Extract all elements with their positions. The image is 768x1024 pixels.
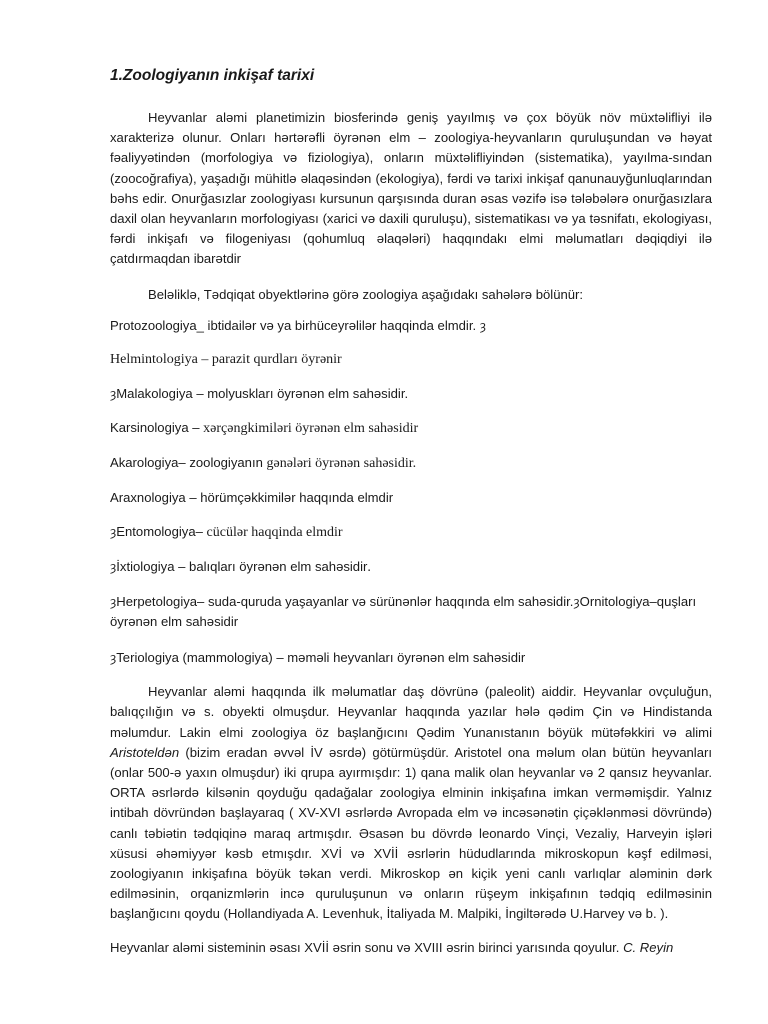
final-text: Heyvanlar aləmi sisteminin əsası XVİİ əsrin sonu və XVIII əsrin birinci yarısında qoyulur. [110,939,624,955]
glyph-mark: ȝ [110,524,117,539]
branch-text-b: cücülər haqqinda elmdir [206,524,343,540]
branch-text-a: İxtiologiya – balıqları öyrənən elm sahəsidir [116,558,368,574]
rey-name: C. Reyin [623,939,674,955]
branch-text-b: xərçəngkimiləri öyrənən elm sahəsidir [203,420,419,436]
branch-text: Malakologiya – molyuskları öyrənən elm sahəsidir. [116,385,409,401]
section-title: 1.Zoologiyanın inkişaf tarixi [110,67,315,84]
branch-text: Teriologiya (mammologiya) – məməli heyvanları öyrənən elm sahəsidir [116,650,526,666]
branch-protozoology [110,316,712,336]
branch-helminthology: Helmintologiya – parazit qurdları öyrənir [110,351,342,367]
glyph-mark: ȝ [479,318,487,333]
glyph-mark-2: ȝ [573,594,580,609]
branch-entomology [110,522,712,543]
glyph-mark: ȝ [110,559,117,574]
history-part-2: (bizim eradan əvvəl İV əsrdə) götürmüşdür. Aristotel ona məlum olan bütün heyvanları (onlar 500-ə yaxın olmuşdur) iki qrupa ayırmışdır: 1) qana malik olan heyvanlar və 2 qansız heyvanlar. ORTA əsrlərdə kilsənin qoyduğu qadağalar zoologiya elminin inkişafına imkan verməmişdir. Yalnız intibah dövründən başlayaraq ( XV-XVI əsrlərdə Avropada elm və incəsənətin çiçəklənməsi dövründə) canlı təbiətin tədqiqinə maraq artmışdır. Əsasən bu dövrdə leonardo Vinçi, Vezaliy, Harveyin işləri xüsusi əhəmiyyər kəsb etmışdır. XVİ və XVİİ əsrlərin hüdudlarında mikroskopun kəşf edilməsi, zoologiyanın inkişafına böyük təkan verdi. Mikroskop ən kiçik yeni canlı varlıqlar aləminin dərk edilməsinin, orqanizmlərin incə quruluşunun və onların rüşeym inkişafının tədqiq edilməsinin başlanğıcını qoydu (Hollandiyada A. Levenhuk, İtaliyada M. Malpiki, İngiltərədə U.Harvey və b. ). [110,744,712,922]
glyph-mark: ȝ [110,651,117,666]
history-part-1: Heyvanlar aləmi haqqında ilk məlumatlar daş dövrünə (paleolit) aiddir. Heyvanlar ovçuluğun, balıqçılığın və s. obyekti olmuşdur. Heyvanlar haqqında yazılar hələ qədim Çin və Hindistanda məlumdur. Lakin elmi zoologiya öz başlanğıcını Qədim Yunanıstanın böyük mütəfəkkiri və alimi [110,684,712,740]
branch-theriology [110,648,712,668]
branch-text-b: Ornitologiya–quşları öyrənən elm sahəsidir [110,593,697,630]
final-paragraph [110,938,712,958]
glyph-mark: ȝ [110,386,117,401]
branch-ichthyology [110,557,712,578]
branch-text-a: Entomologiya– [116,523,207,539]
branch-acarology [110,453,712,474]
division-intro: Beləliklə, Tədqiqat obyektlərinə görə zoologiya aşağıdakı sahələrə bölünür: [148,286,584,302]
history-paragraph [110,682,712,924]
branch-text-a: Karsinologiya – [110,419,204,435]
glyph-mark: ȝ [110,594,117,609]
branch-arachnology: Araxnologiya – hörümçəkkimilər haqqında elmdir [110,489,394,505]
branch-text-b: gənələri öyrənən sahəsidir. [266,455,417,471]
branch-herpetology-ornithology [110,592,712,632]
branch-malacology [110,384,712,404]
intro-paragraph: Heyvanlar aləmi planetimizin biosferində geniş yayılmış və çox böyük növ müxtəlifliyi ilə xarakterizə olunur. Onları hərtərəfli öyrənən elm – zoologiya-heyvanların quruluşundan və həyat fəaliyyətindən (morfologiya və fiziologiya), onların müxtəlifliyindən (sistematika), yayılma-sından (zoocoğrafiya), yaşadığı mühitlə əlaqəsindən (ekologiya), fərdi və tarixi inkişaf qanunauyğunluqlarından bəhs edir. Onurğasızlar zoologiyası kursunun qarşısında duran əsas vəzifə isə tələbələrə onurğasızlara daxil olan heyvanların morfologiyası (xarici və daxili quruluşu), sistematikası və ya təsnifatı, ekologiyası, fərdi inkişafı və filogeniyası (qohumluq əlaqələri) haqqındakı elmi məlumatları dəqiqdiyi ilə çatdırmaqdan ibarətdir [110,110,712,267]
aristotle-name: Aristoteldən [110,744,180,760]
branch-text-a: Herpetologiya– suda-quruda yaşayanlar və sürünənlər haqqında elm sahəsidir. [116,593,574,609]
branch-carcinology [110,418,712,439]
branch-text-a: Akarologiya– zoologiyanın [110,454,267,470]
branch-text-b: . [367,559,371,575]
branch-text: Protozoologiya_ ibtidailər və ya birhüceyrəlilər haqqinda elmdir. [110,317,477,333]
